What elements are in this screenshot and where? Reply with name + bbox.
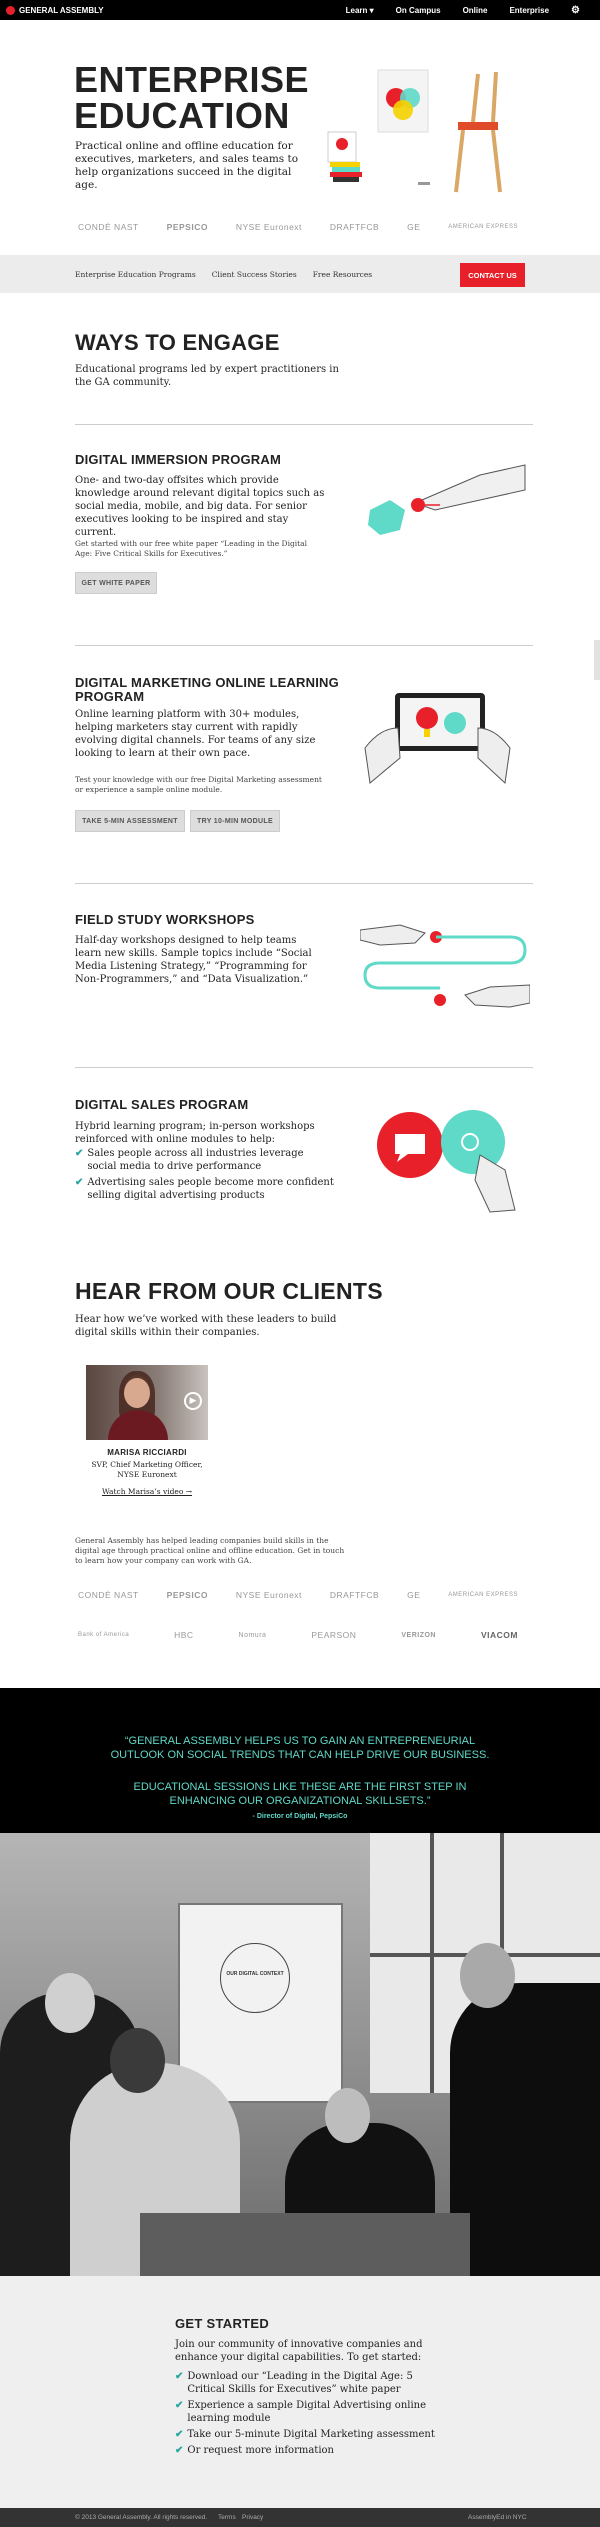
client-role [80,1460,214,1480]
clients-title: HEAR FROM OUR CLIENTS [75,1278,383,1304]
hero-illustration [318,62,528,202]
logo-bank-of-america: Bank of America [78,1632,130,1638]
bullet-item [75,1176,335,1202]
program1-note: Get started with our free white paper “Leading in the Digital Age: Five Critical Skills for Executives.” [75,539,308,558]
logo-verizon: VERIZON [401,1631,436,1639]
contact-us-button[interactable]: CONTACT US [460,263,525,287]
footer-location: AssemblyEd in NYC [468,2514,527,2521]
get-started-item-text[interactable]: Take our 5-minute Digital Marketing assessment [187,2429,435,2440]
play-icon[interactable]: ▶ [184,1392,202,1410]
nav-enterprise[interactable]: Enterprise [509,5,550,15]
logo-nyse: NYSE Euronext [235,222,302,232]
check-icon: ✔ [175,2371,184,2382]
bullet-item [75,1147,335,1173]
ways-text: Educational programs led by expert practitioners in the GA community. [75,364,339,388]
check-icon: ✔ [175,2429,184,2440]
nav-online[interactable]: Online [462,5,488,15]
get-white-paper-button[interactable]: GET WHITE PAPER [75,572,157,594]
quote-part1 [0,1734,600,1762]
subnav-success-stories[interactable]: Client Success Stories [211,270,297,279]
scroll-tab[interactable] [594,640,600,680]
client-logos-row1 [78,1590,518,1600]
logo-ge: GE [407,1590,421,1600]
brand-logo[interactable] [6,6,104,15]
hero-title-line2: EDUCATION [74,95,290,136]
quote-line: OUTLOOK ON SOCIAL TRENDS THAT CAN HELP DRIVE OUR BUSINESS. [110,1749,490,1761]
check-icon: ✔ [175,2400,184,2411]
get-started-item[interactable] [175,2399,435,2425]
logo-hbc: HBC [174,1630,194,1640]
workshop-photo [0,1833,600,2276]
program4-text: Hybrid learning program; in-person workshops reinforced with online modules to help: [75,1121,315,1145]
clients-note: General Assembly has helped leading companies build skills in the digital age through practical online and offline education. Get in touch to learn how your company can work with GA. [75,1536,345,1565]
logo-nyse: NYSE Euronext [235,1590,302,1600]
check-icon: ✔ [75,1148,84,1159]
subnav-programs[interactable]: Enterprise Education Programs [75,270,196,279]
logo-conde-nast: CONDÉ NAST [78,1590,139,1600]
quote-line: “GENERAL ASSEMBLY HELPS US TO GAIN AN ENTREPRENEURIAL [124,1735,476,1747]
get-started-list [175,2370,435,2457]
program3-text: Half-day workshops designed to help teams learn new skills. Sample topics include “Social Media Listening Strategy,” “Programming for Non-Programmers,” and “Data Visualization.” [75,935,312,985]
client-name: MARISA RICCIARDI [107,1448,187,1457]
logo-viacom: VIACOM [480,1630,518,1640]
check-icon: ✔ [175,2445,184,2456]
chat-bubbles-illustration [375,1100,525,1215]
board-text: OUR DIGITAL CONTEXT [226,1971,284,1977]
footer-copyright: © 2013 General Assembly. All rights reserved. [75,2514,208,2521]
divider [75,1067,533,1068]
get-started-item-text[interactable]: Experience a sample Digital Advertising online learning module [187,2400,427,2424]
logo-nomura: Nomura [238,1631,267,1639]
logo-conde-nast: CONDÉ NAST [78,222,139,232]
program4-title: DIGITAL SALES PROGRAM [75,1097,249,1112]
hand-touch-illustration [360,455,530,555]
program2-text: Online learning platform with 30+ modules, helping marketers stay current with rapidly evolving digital channels. For teams of any size looking to learn at their own pace. [75,709,316,759]
main-menu [324,0,580,20]
client-video-thumbnail[interactable] [86,1365,208,1440]
client-logos-row2 [78,1630,518,1640]
program2-title-line1: DIGITAL MARKETING ONLINE LEARNING [75,675,339,690]
clients-text: Hear how we’ve worked with these leaders to build digital skills within their companies. [75,1314,337,1338]
quote-part2 [0,1780,600,1808]
footer-terms-link[interactable]: Terms [218,2514,236,2521]
section-subnav [0,255,600,293]
divider [75,424,533,425]
bullet-text: Advertising sales people become more confident selling digital advertising products [87,1177,334,1201]
get-started-text: Join our community of innovative companies and enhance your digital capabilities. To get started: [175,2339,423,2363]
table [140,2213,470,2276]
divider [75,883,533,884]
path-hands-illustration [360,915,530,1010]
program2-title [75,676,355,704]
brand-dot-icon [6,6,15,15]
quote-attribution: - Director of Digital, PepsiCo [252,1813,348,1820]
logo-amex: AMERICAN EXPRESS [448,224,518,230]
get-started-section [0,2276,600,2508]
client-logos-top [78,222,518,232]
logo-pepsico: PEPSICO [166,222,208,232]
get-started-item-text[interactable]: Download our “Leading in the Digital Age: 5 Critical Skills for Executives” white paper [187,2371,413,2395]
ways-title: WAYS TO ENGAGE [75,330,280,355]
program1-text: One- and two-day offsites which provide knowledge around relevant digital topics such as social media, mobile, and big data. For senior executives looking to be inspired and stay current. [75,475,325,538]
brand-name: GENERAL ASSEMBLY [19,5,104,15]
program2-title-line2: PROGRAM [75,689,145,704]
hero-title-line1: ENTERPRISE [74,59,310,100]
check-icon: ✔ [75,1177,84,1188]
nav-learn[interactable]: Learn ▾ [345,5,374,15]
watch-video-link[interactable]: Watch Marisa’s video → [101,1487,193,1496]
footer-privacy-link[interactable]: Privacy [242,2514,264,2521]
nav-on-campus[interactable]: On Campus [395,5,441,15]
board-diagram [220,1943,290,2013]
program4-bullets [75,1147,335,1202]
settings-gear-icon[interactable]: ⚙ [571,4,580,16]
logo-pearson: PEARSON [311,1630,357,1640]
hero-title [74,59,334,136]
take-assessment-button[interactable]: TAKE 5-MIN ASSESSMENT [75,810,185,832]
program3-title: FIELD STUDY WORKSHOPS [75,912,255,927]
get-started-item[interactable] [175,2428,435,2441]
divider [75,645,533,646]
footer [0,2508,600,2527]
logo-amex: AMERICAN EXPRESS [448,1592,518,1598]
get-started-item-text[interactable]: Or request more information [187,2445,334,2456]
top-nav [0,0,600,20]
hero-text: Practical online and offline education for executives, marketers, and sales teams to help organizations succeed in the digital age. [75,140,299,191]
logo-draftfcb: DRAFTFCB [329,1590,380,1600]
bullet-text: Sales people across all industries leverage social media to drive performance [87,1148,304,1172]
testimonial-quote [0,1688,600,1833]
quote-line: EDUCATIONAL SESSIONS LIKE THESE ARE THE FIRST STEP IN [133,1781,467,1793]
logo-pepsico: PEPSICO [166,1590,208,1600]
logo-ge: GE [407,222,421,232]
tablet-illustration [360,688,515,788]
get-started-title: GET STARTED [175,2316,270,2331]
quote-line: ENHANCING OUR ORGANIZATIONAL SKILLSETS.” [169,1795,431,1807]
get-started-item[interactable] [175,2444,435,2457]
program2-note: Test your knowledge with our free Digital Marketing assessment or experience a sample online module. [75,775,322,794]
get-started-item[interactable] [175,2370,435,2396]
client-role-line1: SVP, Chief Marketing Officer, [91,1460,203,1469]
person-right [450,1983,600,2276]
program1-title: DIGITAL IMMERSION PROGRAM [75,452,282,467]
logo-draftfcb: DRAFTFCB [329,222,380,232]
try-module-button[interactable]: TRY 10-MIN MODULE [190,810,280,832]
client-role-line2: NYSE Euronext [117,1470,177,1479]
subnav-free-resources[interactable]: Free Resources [312,270,373,279]
